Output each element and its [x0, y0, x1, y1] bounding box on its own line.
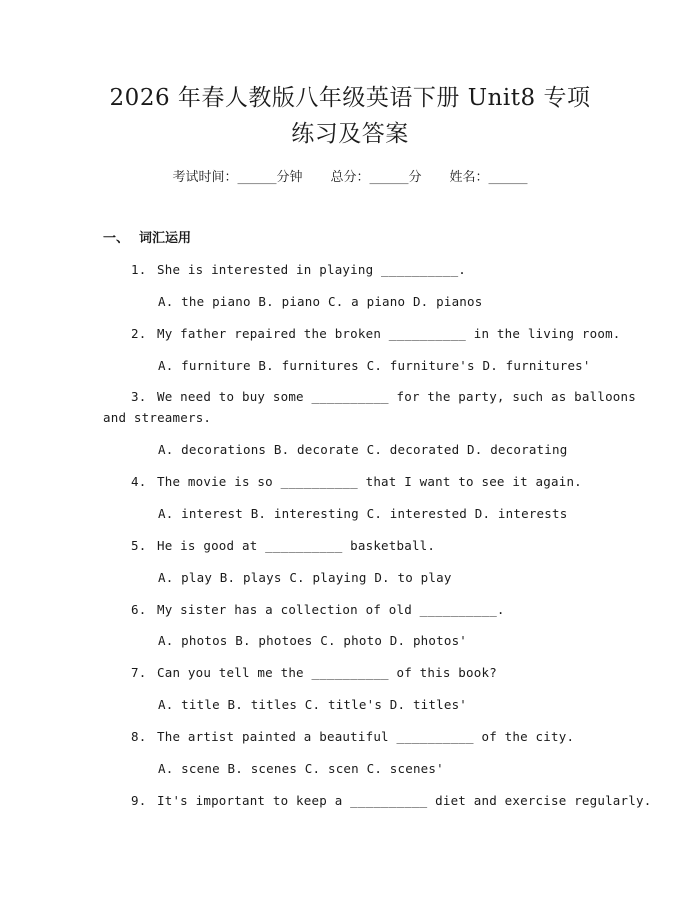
- question-number: 8.: [131, 729, 147, 744]
- document-title: [60, 80, 640, 152]
- question-2-options: A. furniture B. furnitures C. furniture's D. furnitures': [158, 358, 591, 373]
- question-7-options: A. title B. titles C. title's D. titles': [158, 697, 468, 712]
- question-number: 4.: [131, 474, 147, 489]
- section-heading: [103, 229, 191, 249]
- question-4-options: A. interest B. interesting C. interested D. interests: [158, 506, 568, 521]
- student-name-label: 姓名：______: [449, 170, 528, 185]
- question-text: It's important to keep a __________ diet and exercise regularly.: [157, 793, 652, 808]
- question-1: [131, 260, 466, 280]
- question-number: 1.: [131, 262, 147, 277]
- question-number: 7.: [131, 665, 147, 680]
- question-text: The movie is so __________ that I want to see it again.: [157, 474, 582, 489]
- question-5: [131, 536, 435, 556]
- question-9: [131, 791, 651, 811]
- question-3-options: A. decorations B. decorate C. decorated D. decorating: [158, 442, 568, 457]
- question-5-options: A. play B. plays C. playing D. to play: [158, 570, 452, 585]
- total-score-label: 总分：______分: [330, 170, 422, 185]
- question-3: [131, 387, 636, 407]
- question-4: [131, 472, 582, 492]
- question-text: Can you tell me the __________ of this book?: [157, 665, 497, 680]
- question-7: [131, 663, 497, 683]
- exam-info: [0, 168, 700, 188]
- question-text: My father repaired the broken __________ in the living room.: [157, 326, 621, 341]
- exam-time-label: 考试时间：______分钟: [172, 170, 303, 185]
- question-6-options: A. photos B. photoes C. photo D. photos': [158, 633, 468, 648]
- question-3-continuation: and streamers.: [103, 410, 212, 425]
- question-text: My sister has a collection of old __________.: [157, 602, 505, 617]
- question-text: The artist painted a beautiful __________ of the city.: [157, 729, 575, 744]
- section-number: 一、: [103, 231, 130, 246]
- question-number: 9.: [131, 793, 147, 808]
- question-text: She is interested in playing __________.: [157, 262, 467, 277]
- question-6: [131, 600, 505, 620]
- question-number: 3.: [131, 389, 147, 404]
- question-2: [131, 324, 621, 344]
- question-1-options: A. the piano B. piano C. a piano D. pianos: [158, 294, 483, 309]
- question-8-options: A. scene B. scenes C. scen C. scenes': [158, 761, 444, 776]
- question-8: [131, 727, 574, 747]
- question-number: 6.: [131, 602, 147, 617]
- section-title: 词汇运用: [139, 231, 192, 246]
- question-number: 2.: [131, 326, 147, 341]
- question-text: He is good at __________ basketball.: [157, 538, 436, 553]
- question-text: We need to buy some __________ for the party, such as balloons: [157, 389, 636, 404]
- title-line-1: 2026 年春人教版八年级英语下册 Unit8 专项: [109, 85, 591, 111]
- title-line-2: 练习及答案: [291, 121, 409, 147]
- question-number: 5.: [131, 538, 147, 553]
